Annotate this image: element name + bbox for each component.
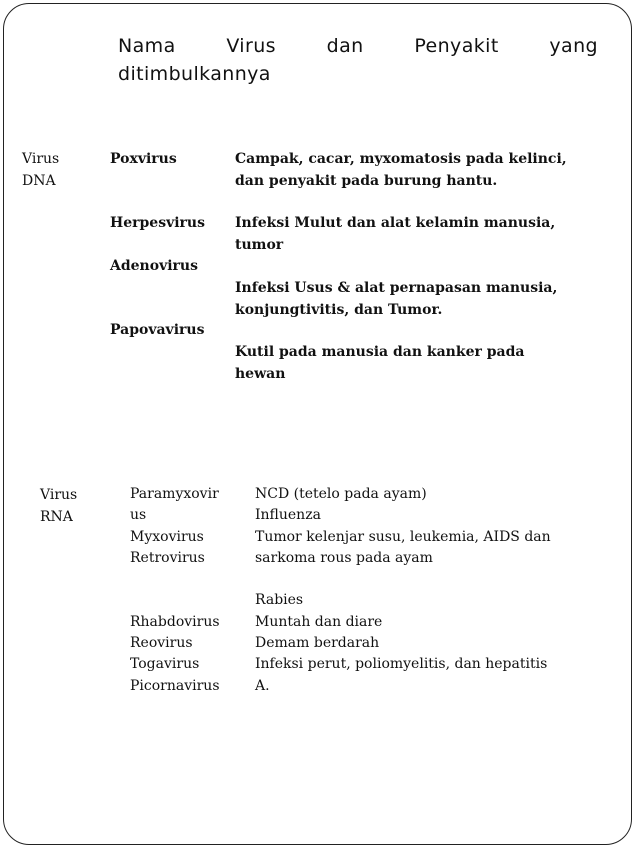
rna-virus-names [130,484,220,697]
rna-virus-name: Retrovirus [130,549,205,566]
dna-disease [235,148,567,192]
dna-virus-name: Herpesvirus [110,215,205,231]
rna-group-line2: RNA [40,509,73,525]
title-line-1 [118,32,598,60]
dna-disease [235,212,555,256]
dna-group-label [22,148,59,192]
title-word: yang [549,35,598,57]
rna-group-line1: Virus [40,487,78,503]
rna-disease-line: Rabies [255,592,304,609]
rna-virus-name: Reovirus [130,635,193,652]
dna-disease-line: hewan [235,366,286,382]
dna-group-line2: DNA [22,173,56,189]
rna-virus-name: Myxovirus [130,528,204,545]
slide-title [118,32,598,88]
rna-disease-line: Infeksi perut, poliomyelitis, dan hepatitis [255,656,548,673]
dna-group-line1: Virus [22,151,60,167]
dna-disease-line: tumor [235,237,284,253]
rna-virus-name: Togavirus [130,656,200,673]
title-line-2: ditimbulkannya [118,63,271,85]
dna-disease-line: Kutil pada manusia dan kanker pada [235,344,525,360]
rna-group-label [40,484,77,528]
rna-diseases [255,484,551,697]
rna-disease-line: Demam berdarah [255,635,380,652]
rna-disease-line: Muntah dan diare [255,613,383,630]
dna-disease-line: dan penyakit pada burung hantu. [235,173,498,189]
dna-disease [235,341,524,385]
title-word: dan [326,35,364,57]
dna-disease-line: Infeksi Usus & alat pernapasan manusia, [235,280,558,296]
dna-virus-name: Poxvirus [110,151,177,167]
dna-virus-name: Adenovirus [110,258,198,274]
rna-disease-line: Influenza [255,507,321,524]
dna-disease [235,277,557,321]
rna-disease-line: Tumor kelenjar susu, leukemia, AIDS dan [255,528,551,545]
title-word: Nama [118,35,176,57]
dna-disease-line: Campak, cacar, myxomatosis pada kelinci, [235,151,567,167]
rna-disease-line: A. [255,677,270,694]
rna-virus-name: Picornavirus [130,677,220,694]
title-word: Penyakit [414,35,499,57]
dna-disease-line: konjungtivitis, dan Tumor. [235,302,443,318]
rna-virus-name: Rhabdovirus [130,613,220,630]
rna-virus-name: us [130,507,147,524]
slide-frame [3,3,632,845]
dna-virus-name: Papovavirus [110,322,205,338]
title-word: Virus [226,35,276,57]
dna-disease-line: Infeksi Mulut dan alat kelamin manusia, [235,215,556,231]
rna-disease-line: sarkoma rous pada ayam [255,549,433,566]
rna-virus-name: Paramyxovir [130,486,219,502]
rna-disease-line: NCD (tetelo pada ayam) [255,486,427,502]
